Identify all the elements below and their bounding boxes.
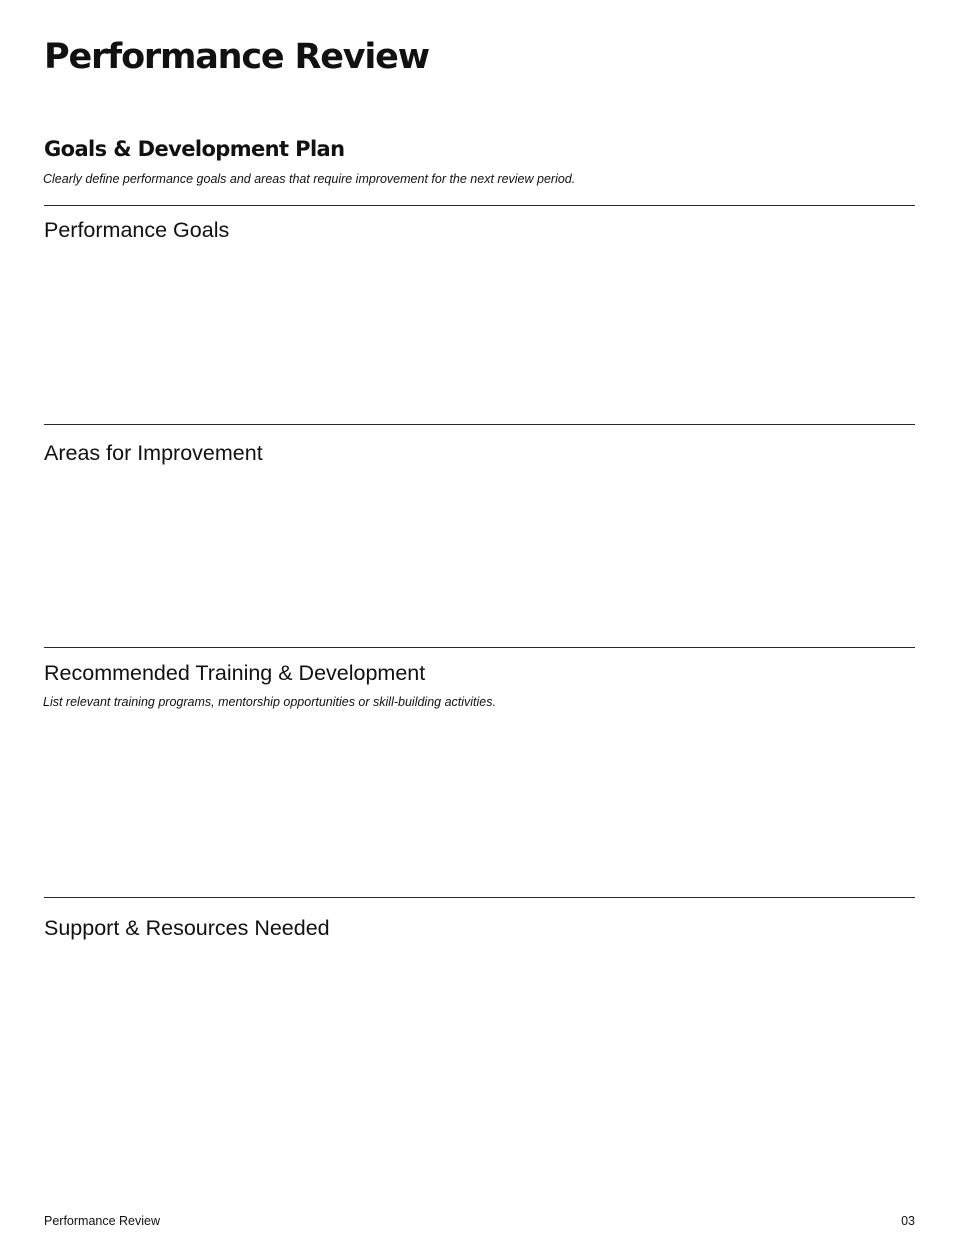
field-hint-recommended-training: List relevant training programs, mentorship opportunities or skill-building activities.	[43, 695, 496, 709]
footer-document-label: Performance Review	[44, 1214, 161, 1228]
field-area-performance-goals[interactable]	[44, 250, 915, 418]
divider	[44, 647, 915, 648]
field-area-areas-for-improvement[interactable]	[44, 473, 915, 641]
divider	[44, 897, 915, 898]
field-label-support-resources: Support & Resources Needed	[44, 916, 330, 940]
divider	[44, 424, 915, 425]
footer-page-number: 03	[901, 1214, 915, 1228]
field-label-recommended-training: Recommended Training & Development	[44, 661, 426, 685]
field-area-support-resources[interactable]	[44, 948, 915, 1198]
field-area-recommended-training[interactable]	[44, 716, 915, 891]
section-description: Clearly define performance goals and areas that require improvement for the next review period.	[43, 172, 576, 186]
field-label-performance-goals: Performance Goals	[44, 218, 230, 242]
divider	[44, 205, 915, 206]
page-title: Performance Review	[44, 37, 429, 77]
field-label-areas-for-improvement: Areas for Improvement	[44, 441, 263, 465]
section-heading: Goals & Development Plan	[44, 137, 345, 161]
